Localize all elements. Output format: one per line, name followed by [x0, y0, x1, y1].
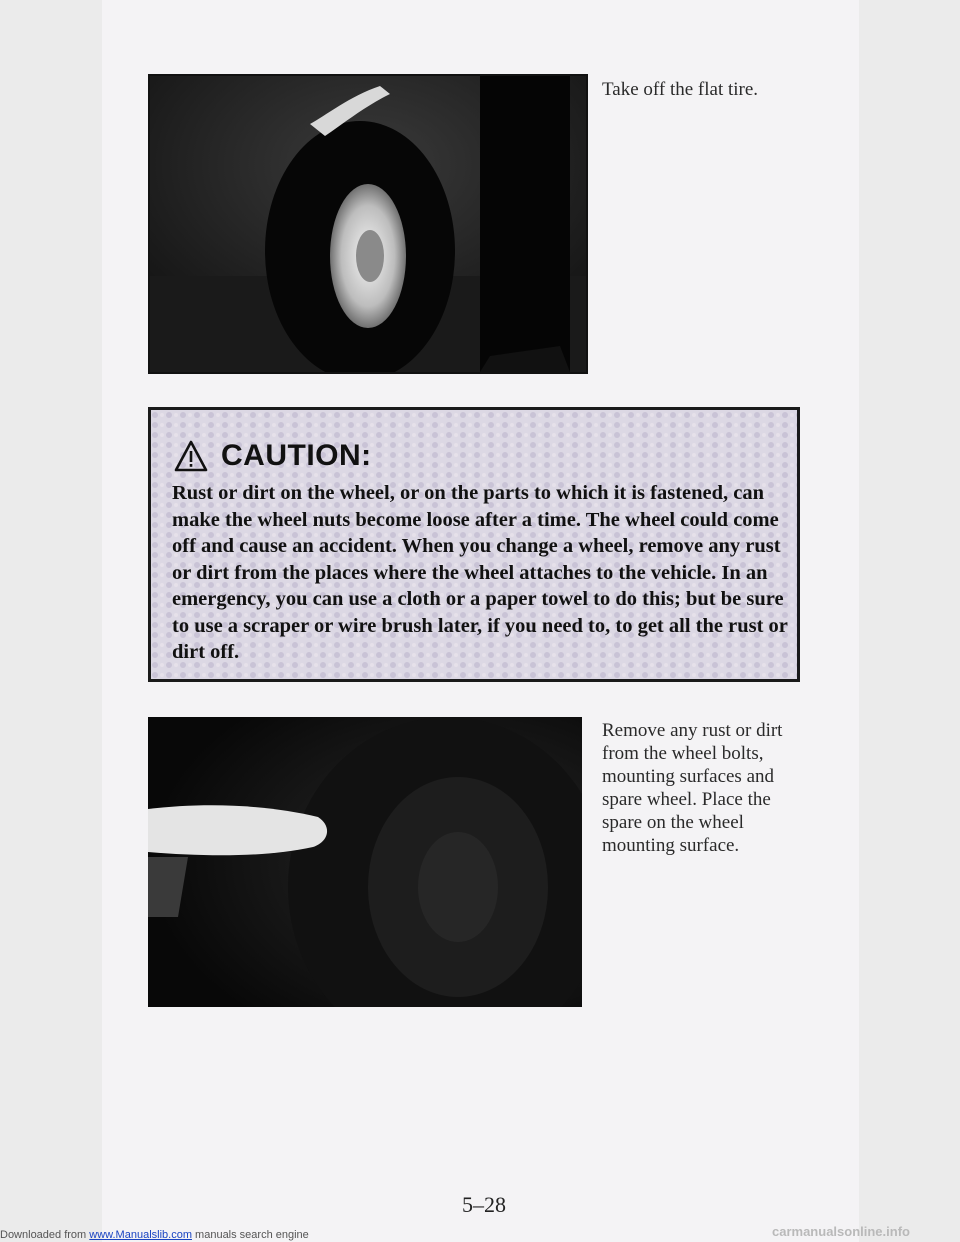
step-remove-rust-text: Remove any rust or dirt from the wheel bolts, mounting surfaces and spare wheel. Place the spare on the wheel mounting surface.	[602, 720, 783, 856]
caution-header	[173, 439, 372, 473]
caution-text: Rust or dirt on the wheel, or on the parts to which it is fastened, can make the wheel nuts become loose after a time. The wheel could come off and cause an accident. When you change a wheel, remove any rust or dirt from the places where the wheel attaches to the vehicle. In an emergency, you can use a cloth or a paper towel to do this; but be sure to use a scraper or wire brush later, if you need to, to get all the rust or dirt off.	[172, 482, 788, 663]
footer-prefix: Downloaded from	[0, 1229, 87, 1241]
watermark: carmanualsonline.info	[772, 1224, 910, 1239]
download-footer	[0, 1229, 309, 1241]
page-number: 5–28	[462, 1192, 506, 1217]
footer-suffix: manuals search engine	[195, 1229, 309, 1241]
warning-triangle-icon	[173, 439, 209, 473]
step-take-off-text: Take off the flat tire.	[602, 79, 759, 100]
clean-wheel-photo	[148, 717, 582, 1007]
flat-tire-photo	[148, 74, 588, 374]
manualslib-link[interactable]: www.Manualslib.com	[89, 1229, 192, 1241]
caution-title: CAUTION:	[221, 439, 372, 472]
caution-box	[148, 407, 800, 682]
